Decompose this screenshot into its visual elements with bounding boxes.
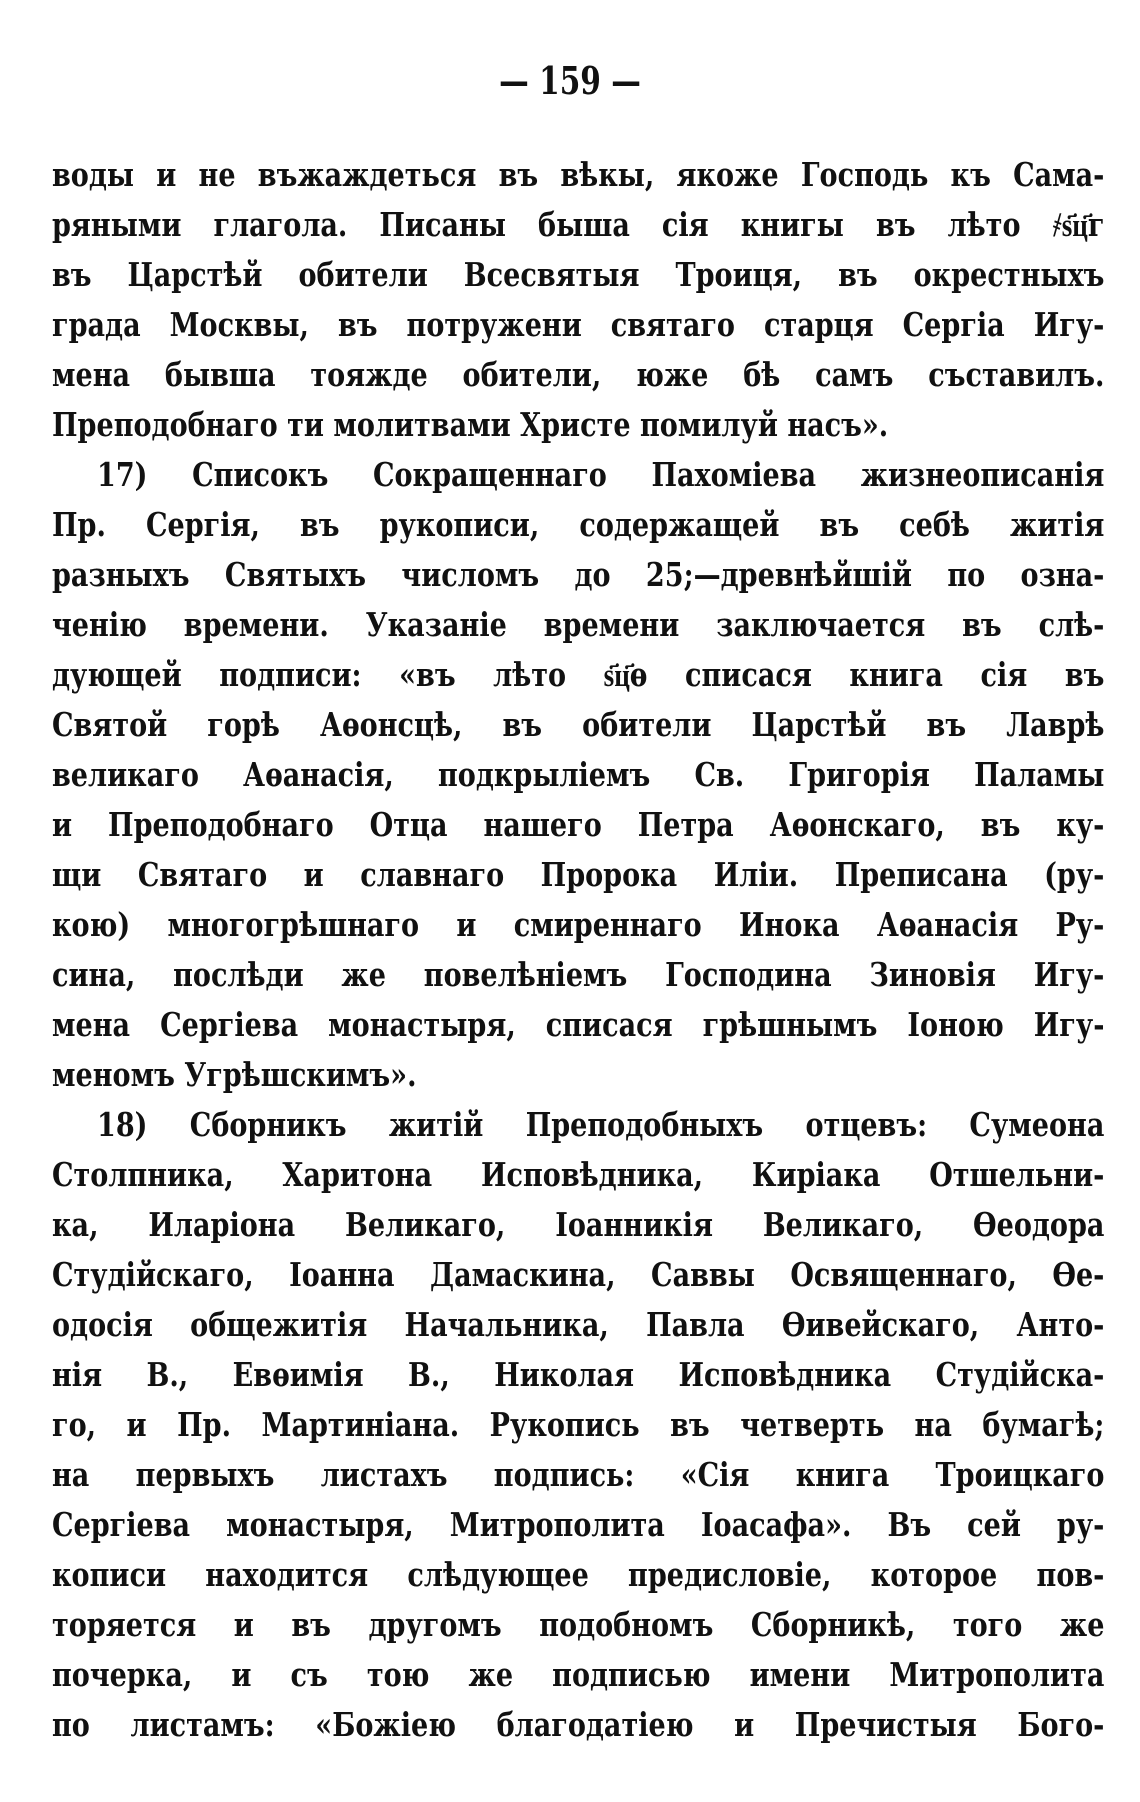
text-line: ченію времени. Указаніе времени заключается въ слѣ- [52,605,1104,644]
text-line: Студійскаго, Іоанна Дамаскина, Саввы Освященнаго, Ѳе- [52,1255,1104,1294]
text-line: почерка, и съ тою же подписью имени Митрополита [52,1655,1104,1694]
text-line: великаго Аѳанасія, подкрыліемъ Св. Григорія Паламы [52,755,1104,794]
text-line: нія В., Евѳимія В., Николая Исповѣдника Студійска- [52,1355,1104,1394]
text-line: въ Царстѣй обители Всесвятыя Троиця, въ окрестныхъ [52,255,1104,294]
text-line: ка, Иларіона Великаго, Іоанникія Великаго, Ѳеодора [52,1205,1104,1244]
text-line: сина, послѣди же повелѣніемъ Господина Зиновія Игу- [52,955,1104,994]
text-line: мена Сергіева монастыря, списася грѣшнымъ Іоною Игу- [52,1005,1104,1044]
text-line: мена бывша тояжде обители, юже бѣ самъ съставилъ. [52,355,1104,394]
text-line: Пр. Сергія, въ рукописи, содержащей въ себѣ житія [52,505,1104,544]
text-line: воды и не въжаждеться въ вѣкы, якоже Господь къ Сама- [52,155,1104,194]
page-number: — 159 — [499,58,641,103]
paragraph-18-start: 18) Сборникъ житій Преподобныхъ отцевъ: Сумеона [97,1105,1104,1144]
text-line: го, и Пр. Мартиніана. Рукопись въ четверть на бумагѣ; [52,1405,1104,1444]
text-line: Сергіева монастыря, Митрополита Іоасафа». Въ сей ру- [52,1505,1104,1544]
text-line: кою) многогрѣшнаго и смиреннаго Инока Аѳанасія Ру- [52,905,1104,944]
text-line: по листамъ: «Божіею благодатіею и Пречистыя Бого- [52,1705,1104,1744]
text-line: разныхъ Святыхъ числомъ до 25;—древнѣйшій по озна- [52,555,1104,594]
text-line: кописи находится слѣдующее предисловіе, которое пов- [52,1555,1104,1594]
text-line: меномъ Угрѣшскимъ». [52,1055,417,1094]
text-line: ряными глагола. Писаны быша сія книгы въ лѣто ҂ѕ҃ц҃г [52,205,1104,244]
text-line: на первыхъ листахъ подпись: «Сія книга Троицкаго [52,1455,1104,1494]
text-line: Преподобнаго ти молитвами Христе помилуй насъ». [52,405,889,444]
text-line: одосія общежитія Начальника, Павла Ѳивейскаго, Анто- [52,1305,1104,1344]
paragraph-17-start: 17) Списокъ Сокращеннаго Пахоміева жизнеописанія [97,455,1104,494]
body-text [52,150,1104,1750]
text-line: щи Святаго и славнаго Пророка Иліи. Преписана (ру- [52,855,1104,894]
text-line: града Москвы, въ потружени святаго старця Сергіа Игу- [52,305,1104,344]
text-line: и Преподобнаго Отца нашего Петра Аѳонскаго, въ ку- [52,805,1104,844]
text-line: торяется и въ другомъ подобномъ Сборникѣ, того же [52,1605,1104,1644]
text-line: Святой горѣ Аѳонсцѣ, въ обители Царстѣй въ Лаврѣ [52,705,1104,744]
text-line: Столпника, Харитона Исповѣдника, Киріака Отшельни- [52,1155,1104,1194]
text-line: дующей подписи: «въ лѣто ѕ҃ц҃ѳ списася книга сія въ [52,655,1104,694]
